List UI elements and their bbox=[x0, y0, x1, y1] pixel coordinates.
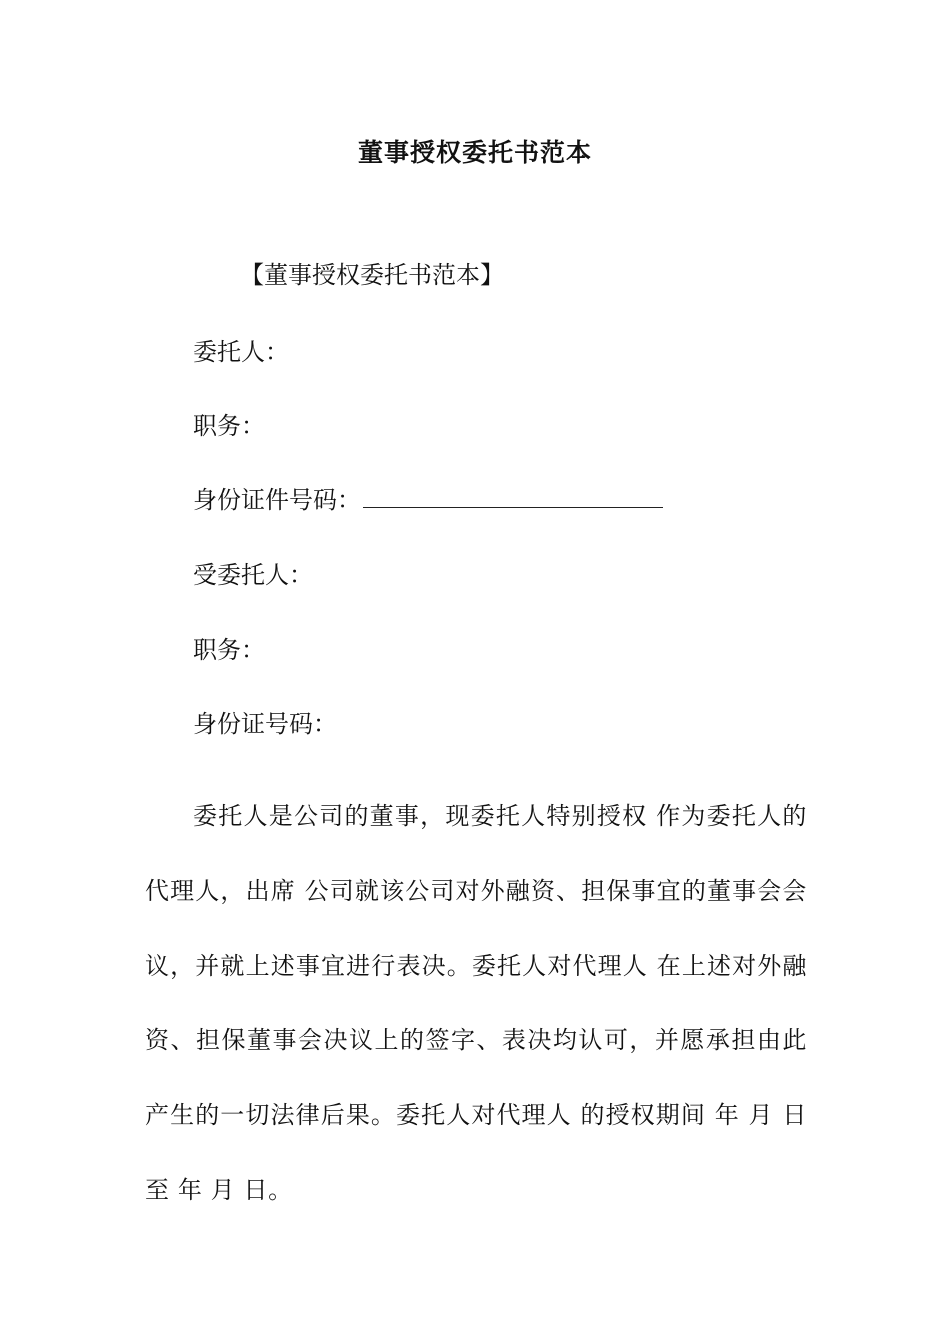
principal-id-label: 身份证件号码： bbox=[193, 486, 361, 514]
principal-id-row bbox=[193, 480, 663, 520]
principal-position-label: 职务： bbox=[193, 412, 265, 440]
document-title: 董事授权委托书范本 bbox=[357, 138, 592, 167]
document-subtitle: 【董事授权委托书范本】 bbox=[240, 261, 504, 289]
agent-id-label: 身份证号码： bbox=[193, 710, 337, 738]
agent-position-label: 职务： bbox=[193, 636, 265, 664]
principal-id-blank-line bbox=[363, 481, 663, 508]
authorization-body-paragraph: 委托人是公司的董事，现委托人特别授权 作为委托人的代理人，出席 公司就该公司对外融资、担保事宜的董事会会议，并就上述事宜进行表决。委托人对代理人 在上述对外融资、担保董事会决议上的签字、表决均认可，并愿承担由此产生的一切法律后果。委托人对代理人 的授权期间 年 月 日至 年 月 日。 bbox=[145, 802, 807, 1204]
principal-label: 委托人： bbox=[193, 338, 289, 366]
agent-label: 受委托人： bbox=[193, 561, 313, 589]
